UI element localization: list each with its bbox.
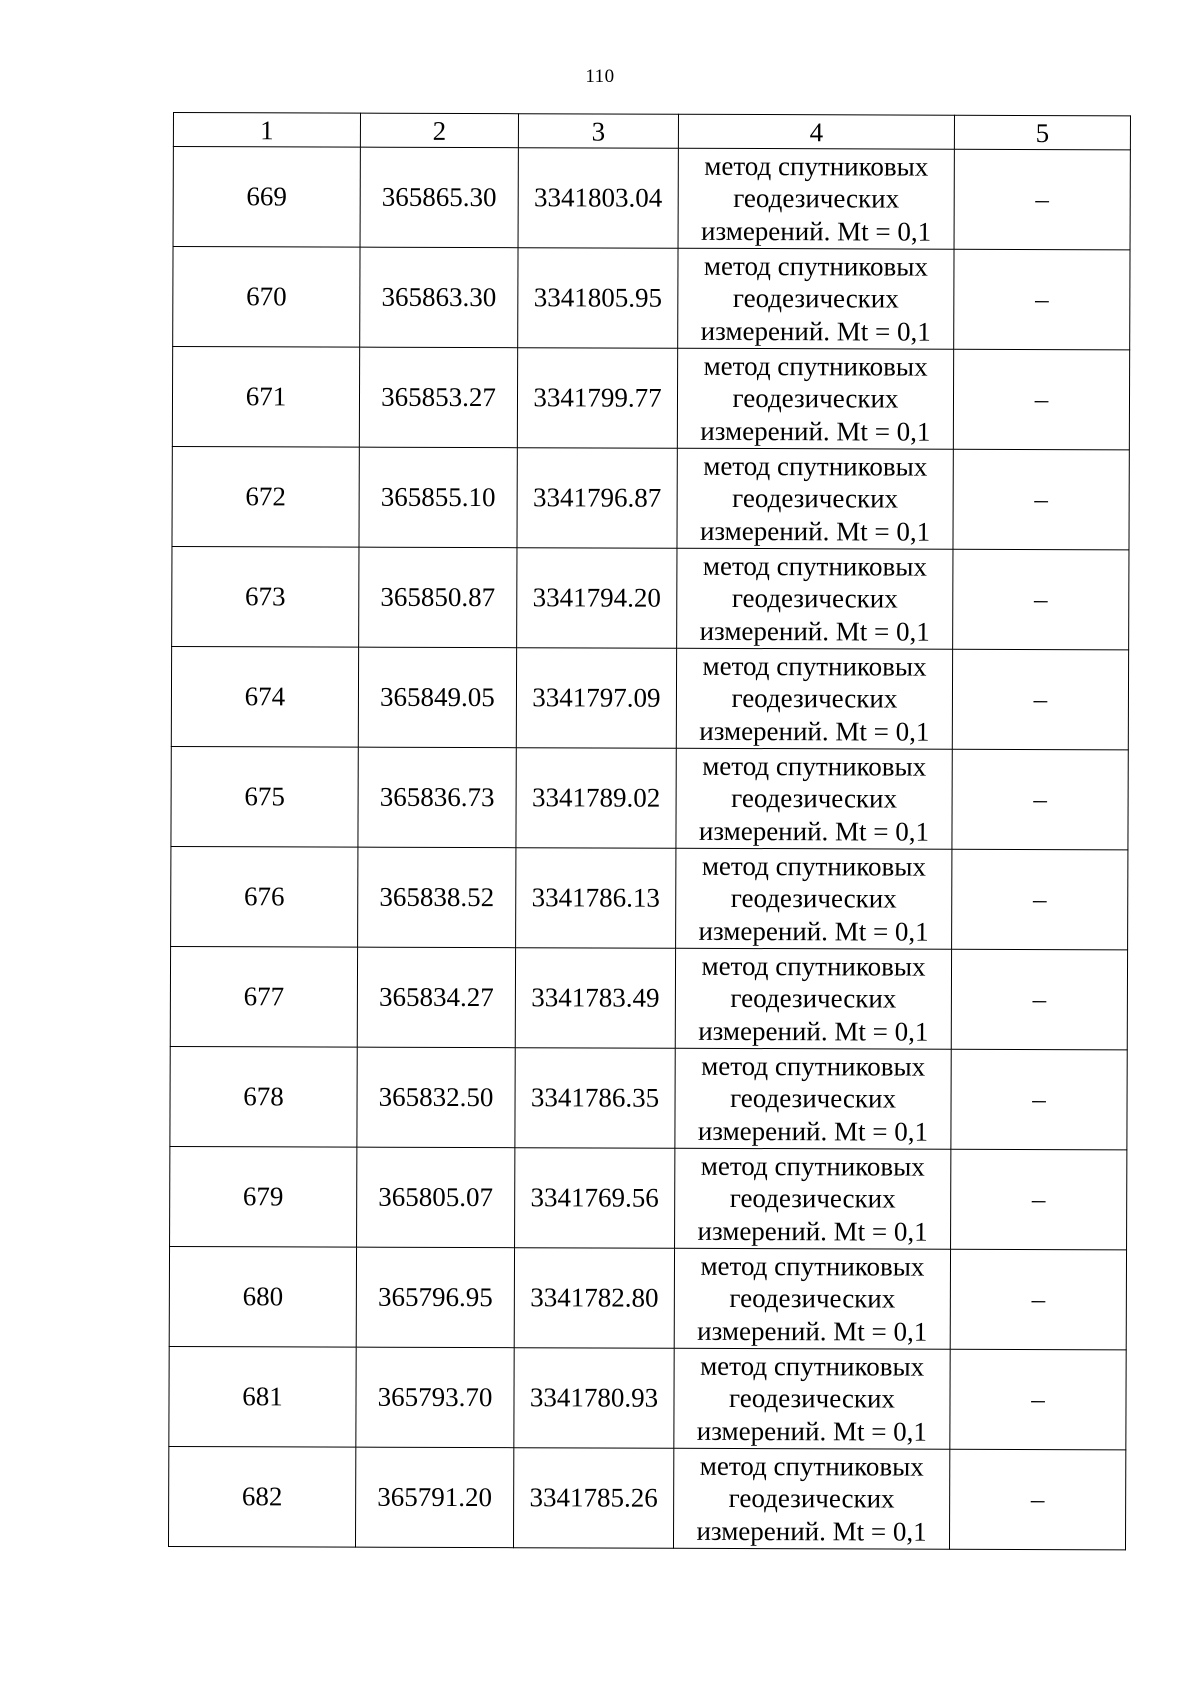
method-text-line: измерений. Mt = 0,1: [698, 815, 930, 847]
header-cell-5: 5: [954, 115, 1130, 150]
point-number-cell: 681: [169, 1346, 356, 1447]
x-coordinate-cell: 365849.05: [358, 647, 516, 748]
point-number-cell: 669: [173, 147, 360, 248]
table-row: [173, 147, 1130, 250]
method-cell: [677, 348, 953, 449]
note-cell: –: [951, 1049, 1127, 1150]
method-text-line: геодезических: [728, 1483, 895, 1514]
y-coordinate-cell: 3341805.95: [518, 248, 678, 349]
table-row: [171, 646, 1128, 749]
method-text-line: измерений. Mt = 0,1: [696, 1415, 928, 1447]
method-text-line: геодезических: [732, 483, 899, 514]
note-cell: –: [952, 849, 1128, 950]
x-coordinate-cell: 365850.87: [359, 547, 517, 648]
y-coordinate-cell: 3341783.49: [515, 948, 675, 1049]
point-number-cell: 675: [171, 746, 358, 847]
method-text-line: метод спутниковых: [701, 1050, 926, 1082]
method-cell: [676, 848, 952, 949]
x-coordinate-cell: 365805.07: [357, 1147, 515, 1248]
method-cell: [677, 448, 953, 549]
method-text-line: метод спутниковых: [701, 850, 926, 882]
method-text-line: метод спутниковых: [703, 450, 928, 482]
method-text-line: метод спутниковых: [704, 150, 929, 182]
y-coordinate-cell: 3341780.93: [514, 1348, 674, 1449]
table-row: [169, 1246, 1126, 1349]
table-body: [168, 113, 1130, 1550]
method-cell: [675, 1148, 951, 1249]
table-row: [172, 546, 1129, 649]
page-number: 110: [585, 66, 615, 87]
x-coordinate-cell: 365863.30: [360, 247, 518, 348]
x-coordinate-cell: 365832.50: [357, 1047, 515, 1148]
method-cell: [677, 548, 953, 649]
method-text-line: метод спутниковых: [703, 250, 929, 282]
point-number-cell: 673: [172, 546, 359, 647]
method-text-line: измерений. Mt = 0,1: [700, 315, 931, 347]
note-cell: –: [951, 1149, 1127, 1250]
point-number-cell: 671: [172, 347, 359, 448]
method-text-line: геодезических: [731, 683, 898, 714]
note-cell: –: [953, 449, 1129, 550]
point-number-cell: 670: [173, 247, 360, 348]
y-coordinate-cell: 3341797.09: [516, 648, 676, 749]
y-coordinate-cell: 3341789.02: [516, 748, 676, 849]
table-row: [168, 1446, 1125, 1549]
table-row: [169, 1346, 1126, 1449]
header-cell-2: 2: [360, 113, 518, 148]
method-text-line: геодезических: [729, 1383, 896, 1414]
y-coordinate-cell: 3341794.20: [517, 548, 677, 649]
table-row: [170, 1146, 1127, 1249]
point-number-cell: 672: [172, 446, 359, 547]
method-cell: [676, 648, 952, 749]
y-coordinate-cell: 3341799.77: [517, 348, 677, 449]
method-cell: [674, 1348, 950, 1449]
method-text-line: измерений. Mt = 0,1: [698, 915, 929, 947]
header-cell-3: 3: [518, 114, 678, 149]
method-cell: [678, 148, 954, 249]
method-text-line: измерений. Mt = 0,1: [697, 1215, 928, 1247]
note-cell: –: [952, 749, 1128, 850]
method-text-line: метод спутниковых: [702, 550, 927, 582]
table-row: [171, 846, 1128, 949]
method-cell: [675, 1048, 951, 1149]
method-text-line: измерений. Mt = 0,1: [699, 515, 931, 547]
note-cell: –: [954, 149, 1130, 250]
x-coordinate-cell: 365865.30: [360, 147, 518, 248]
table-row: [170, 946, 1127, 1049]
method-cell: [673, 1448, 949, 1549]
method-text-line: геодезических: [729, 1183, 896, 1214]
note-cell: –: [950, 1249, 1126, 1350]
method-text-line: метод спутниковых: [702, 650, 927, 682]
method-text-line: геодезических: [730, 983, 897, 1014]
method-cell: [675, 948, 951, 1049]
method-text-line: измерений. Mt = 0,1: [699, 715, 930, 747]
method-text-line: измерений. Mt = 0,1: [700, 415, 931, 447]
method-text-line: геодезических: [731, 783, 898, 814]
point-number-cell: 677: [170, 946, 357, 1047]
method-text-line: метод спутниковых: [702, 750, 927, 782]
x-coordinate-cell: 365796.95: [356, 1247, 514, 1348]
method-text-line: измерений. Mt = 0,1: [699, 615, 930, 647]
x-coordinate-cell: 365834.27: [357, 947, 515, 1048]
note-cell: –: [954, 249, 1130, 350]
method-text-line: измерений. Mt = 0,1: [700, 215, 932, 247]
point-number-cell: 680: [169, 1246, 356, 1347]
y-coordinate-cell: 3341786.13: [516, 848, 676, 949]
x-coordinate-cell: 365838.52: [358, 847, 516, 948]
point-number-cell: 674: [171, 646, 358, 747]
note-cell: –: [950, 1349, 1126, 1450]
method-text-line: измерений. Mt = 0,1: [697, 1315, 928, 1347]
header-cell-4: 4: [678, 114, 954, 149]
x-coordinate-cell: 365853.27: [359, 347, 517, 448]
method-text-line: метод спутниковых: [701, 950, 926, 982]
note-cell: –: [949, 1449, 1125, 1550]
method-cell: [678, 248, 954, 349]
y-coordinate-cell: 3341803.04: [518, 148, 678, 249]
table-row: [173, 247, 1130, 350]
method-text-line: геодезических: [731, 583, 898, 614]
note-cell: –: [951, 949, 1127, 1050]
x-coordinate-cell: 365855.10: [359, 447, 517, 548]
point-number-cell: 676: [171, 846, 358, 947]
method-text-line: геодезических: [730, 883, 897, 914]
method-text-line: метод спутниковых: [700, 1150, 925, 1182]
method-text-line: измерений. Mt = 0,1: [697, 1115, 929, 1147]
table-row: [170, 1046, 1127, 1149]
method-text-line: геодезических: [729, 1283, 896, 1314]
note-cell: –: [952, 649, 1128, 750]
method-text-line: измерений. Mt = 0,1: [698, 1015, 929, 1047]
method-text-line: метод спутниковых: [700, 1350, 925, 1382]
y-coordinate-cell: 3341796.87: [517, 448, 677, 549]
method-text-line: геодезических: [733, 183, 900, 214]
x-coordinate-cell: 365793.70: [356, 1347, 514, 1448]
note-cell: –: [953, 349, 1129, 450]
method-cell: [676, 748, 952, 849]
point-number-cell: 682: [168, 1446, 355, 1547]
coordinates-table: [168, 112, 1131, 1550]
y-coordinate-cell: 3341785.26: [513, 1448, 673, 1549]
method-text-line: геодезических: [732, 383, 899, 414]
point-number-cell: 678: [170, 1046, 357, 1147]
table-row: [172, 347, 1129, 450]
table-row: [171, 746, 1128, 849]
method-text-line: метод спутниковых: [703, 350, 928, 382]
y-coordinate-cell: 3341786.35: [515, 1048, 675, 1149]
table-header-row: [173, 113, 1130, 150]
method-text-line: геодезических: [730, 1083, 897, 1114]
method-text-line: метод спутниковых: [700, 1250, 925, 1282]
method-text-line: измерений. Mt = 0,1: [696, 1515, 927, 1547]
x-coordinate-cell: 365836.73: [358, 747, 516, 848]
y-coordinate-cell: 3341782.80: [514, 1248, 674, 1349]
point-number-cell: 679: [170, 1146, 357, 1247]
method-text-line: геодезических: [732, 283, 899, 314]
method-text-line: метод спутниковых: [699, 1450, 924, 1482]
x-coordinate-cell: 365791.20: [355, 1447, 513, 1548]
header-cell-1: 1: [173, 113, 360, 148]
table-row: [172, 446, 1129, 549]
y-coordinate-cell: 3341769.56: [515, 1148, 675, 1249]
method-cell: [674, 1248, 950, 1349]
note-cell: –: [953, 549, 1129, 650]
